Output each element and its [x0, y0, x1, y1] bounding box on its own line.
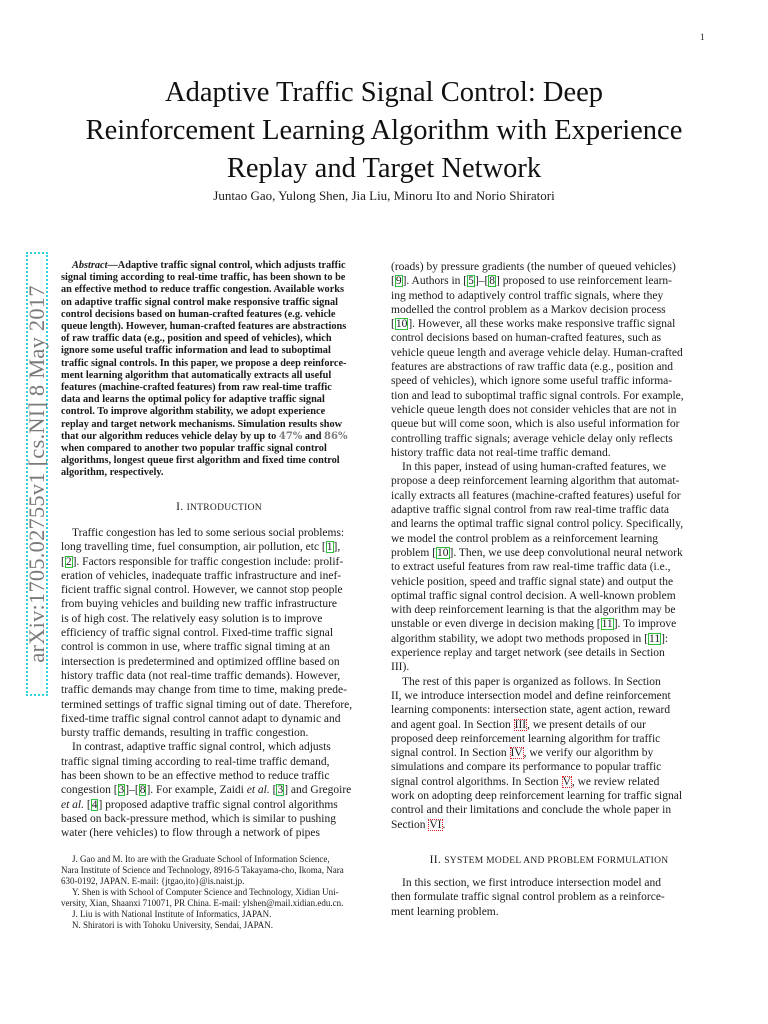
- body-line: then formulate traffic signal control problem as a reinforce-: [391, 891, 665, 904]
- section-link[interactable]: VI: [429, 818, 442, 831]
- body-line: signal control algorithms. In Section V, we review related: [391, 775, 660, 788]
- body-line: to extract useful features from raw real-time traffic data (i.e.,: [391, 561, 671, 574]
- body-line: problem [10]. Then, we use deep convolutional neural network: [391, 546, 683, 559]
- body-line: control decisions based on human-crafted features, such as: [391, 332, 662, 345]
- footnote-line: J. Liu is with National Institute of Informatics, JAPAN.: [72, 909, 272, 920]
- body-line: vehicle queue length and average vehicle delay. Human-crafted: [391, 346, 683, 359]
- section-number: I.: [176, 500, 184, 513]
- body-line: tion and lead to suboptimal traffic signal controls. For example,: [391, 389, 684, 402]
- body-line: algorithm stability, we adopt two methods proposed in [11]:: [391, 632, 669, 645]
- body-line: history traffic data not real-time traffic demand.: [391, 446, 611, 459]
- abstract-line: of raw traffic data (e.g., position and speed of vehicles), which: [61, 333, 332, 345]
- body-line: bursty traffic demands, resulting in traffic congestion.: [61, 727, 309, 740]
- citation-link[interactable]: 8: [139, 784, 146, 797]
- body-line: Traffic congestion has led to some serious social problems:: [72, 526, 345, 539]
- body-line: control is common in use, where traffic signal timing at an: [61, 641, 331, 654]
- body-line: (roads) by pressure gradients (the number of queued vehicles): [391, 261, 676, 273]
- body-line: and agent goal. In Section III, we present details of our: [391, 718, 646, 731]
- body-line: queue but will come soon, which is also useful information for: [391, 418, 680, 431]
- abstract: [61, 260, 377, 480]
- body-line: speed of vehicles), which ignore some useful traffic informa-: [391, 375, 673, 388]
- body-line: is of high cost. The relatively easy solution is to improve: [61, 612, 323, 625]
- body-line: unstable or even diverge in decision making [11]. To improve: [391, 618, 677, 631]
- body-line: vehicle queue length does not consider vehicles that are not in: [391, 403, 677, 416]
- abstract-line: control decisions based on human-crafted features (e.g. vehicle: [61, 308, 336, 320]
- body-line: optimal traffic signal control decision. A well-known problem: [391, 589, 676, 602]
- system-model-body: [391, 876, 707, 919]
- body-line: proposed deep reinforcement learning algorithm for traffic: [391, 732, 661, 745]
- body-line: we model the control problem as a reinforcement learning: [391, 532, 658, 545]
- body-line: from buying vehicles and building new traffic infrastructure: [61, 598, 338, 611]
- citation-link[interactable]: 10: [395, 318, 408, 331]
- body-line: modelled the control problem as a Markov decision process: [391, 303, 666, 316]
- paper-title: [40, 74, 728, 188]
- citation-link[interactable]: 3: [118, 784, 125, 797]
- abstract-line: replay and target network mechanisms. Simulation results show: [61, 418, 343, 430]
- citation-link[interactable]: 11: [601, 618, 613, 631]
- footnote-line: Nara Institute of Science and Technology, 8916-5 Takayama-cho, Ikoma, Nara: [61, 865, 344, 876]
- citation-link[interactable]: 3: [277, 784, 284, 797]
- abstract-line: on adaptive traffic signal control make responsive traffic signal: [61, 296, 339, 308]
- footnote-line: Y. Shen is with School of Computer Science and Technology, Xidian Uni-: [72, 887, 339, 898]
- body-line: ically extracts all features (machine-crafted features) useful for: [391, 489, 681, 502]
- body-line: Section VI.: [391, 818, 446, 831]
- body-line: propose a deep reinforcement learning algorithm that automat-: [391, 475, 680, 488]
- abstract-line: data and learns the optimal policy for adaptive traffic signal: [61, 394, 325, 406]
- body-line: simulations and compare its performance to popular traffic: [391, 761, 662, 774]
- footnote-line: N. Shiratori is with Tohoku University, Sendai, JAPAN.: [72, 920, 274, 931]
- body-line: efficiency of traffic signal control. Fixed-time traffic signal: [61, 627, 334, 640]
- body-line: control and their limitations and conclude the whole paper in: [391, 804, 672, 817]
- footnotes: [61, 854, 377, 931]
- body-line: features are abstractions of raw traffic data (e.g., position and: [391, 361, 674, 374]
- footnote-line: J. Gao and M. Ito are with the Graduate School of Information Science,: [72, 854, 330, 865]
- percentage: 86%: [324, 430, 348, 442]
- citation-link[interactable]: 9: [395, 275, 402, 288]
- section-link[interactable]: IV: [510, 747, 523, 760]
- body-line: work on adopting deep reinforcement learning for traffic signal: [391, 789, 683, 802]
- arxiv-identifier: arXiv:1705.02755v1 [cs.NI] 8 May 2017: [24, 285, 49, 663]
- body-line: eration of vehicles, inadequate traffic infrastructure and inef-: [61, 569, 342, 582]
- body-line: [10]. However, all these works make responsive traffic signal: [391, 318, 676, 331]
- title-line-2: Reinforcement Learning Algorithm with Experience: [85, 115, 683, 146]
- left-column: [61, 260, 377, 931]
- body-line: termined settings of traffic signal timing out of date. Therefore,: [61, 698, 353, 711]
- abstract-label: Abstract: [72, 260, 108, 271]
- right-column: [391, 260, 707, 919]
- section-link[interactable]: V: [562, 775, 571, 788]
- section-link[interactable]: III: [514, 718, 527, 731]
- body-line: adaptive traffic signal control from raw real-time traffic data: [391, 504, 670, 517]
- citation-link[interactable]: 5: [468, 275, 474, 288]
- title-line-3: Replay and Target Network: [226, 153, 542, 184]
- abstract-line: algorithms, longest queue first algorithm and fixed time control: [61, 455, 340, 467]
- body-line: In this section, we first introduce intersection model and: [402, 877, 662, 890]
- section-title: SYSTEM MODEL AND PROBLEM FORMULATION: [444, 855, 669, 866]
- body-line: with deep reinforcement learning is that the algorithm may be: [391, 604, 676, 617]
- body-line: [9]. Authors in [5]–[8] proposed to use reinforcement learn-: [391, 275, 672, 288]
- abstract-line: ment learning algorithm that automatically extracts all useful: [61, 369, 332, 381]
- abstract-line: [61, 260, 377, 272]
- body-line: ing method to adaptively control traffic signals, where they: [391, 289, 664, 302]
- body-line: II, we introduce intersection model and define reinforcement: [391, 689, 671, 702]
- footnote-line: versity, Xian, Shaanxi 710071, PR China. E-mail: ylshen@mail.xidian.edu.cn.: [61, 898, 344, 909]
- introduction-continued: [391, 260, 707, 832]
- body-line: and learns the optimal traffic signal control policy. Specifically,: [391, 518, 684, 531]
- body-line: experience replay and target network (see details in Section: [391, 647, 665, 660]
- body-line: In this paper, instead of using human-crafted features, we: [402, 461, 666, 474]
- author-list: Juntao Gao, Yulong Shen, Jia Liu, Minoru Ito and Norio Shiratori: [213, 188, 555, 203]
- body-line: et al. [4] proposed adaptive traffic signal control algorithms: [61, 798, 338, 811]
- body-line: based on back-pressure method, which is similar to pushing: [61, 812, 336, 825]
- footnote-body: [61, 854, 377, 931]
- abstract-line: queue length). However, human-crafted features are abstractions: [61, 321, 347, 333]
- body-line: controlling traffic signals; average vehicle delay only reflects: [391, 432, 673, 445]
- body-line: ficient traffic signal control. However, we cannot stop people: [61, 584, 343, 597]
- section-heading-introduction: [61, 500, 377, 515]
- arxiv-identifier-stamp[interactable]: [26, 252, 48, 696]
- body-line: has been shown to be an effective method to reduce traffic: [61, 770, 330, 782]
- abstract-line: signal timing according to real-time traffic, has been shown to be: [61, 272, 346, 284]
- abstract-line: features (machine-crafted features) from raw real-time traffic: [61, 382, 332, 394]
- abstract-line: algorithm, respectively.: [61, 467, 164, 479]
- body-line: [2]. Factors responsible for traffic congestion include: prolif-: [61, 555, 344, 568]
- percentage: 47%: [278, 430, 303, 442]
- body-line: long travelling time, fuel consumption, air pollution, etc [1],: [61, 541, 341, 554]
- abstract-line: an effective method to reduce traffic congestion. Available works: [61, 284, 345, 296]
- abstract-line: traffic signal controls. In this paper, we propose a deep reinforce-: [61, 357, 347, 369]
- citation-link[interactable]: 1: [326, 541, 333, 554]
- body-line: water (here vehicles) to flow through a network of pipes: [61, 827, 320, 840]
- body-line: traffic signal timing according to real-time traffic demand,: [61, 755, 330, 768]
- body-line: learning components: intersection state, agent action, reward: [391, 704, 671, 717]
- citation-link[interactable]: 8: [489, 275, 496, 288]
- footnote-line: 630-0192, JAPAN. E-mail: {jtgao,ito}@is.naist.jp.: [61, 876, 245, 887]
- abstract-line: control. To improve algorithm stability, we adopt experience: [61, 406, 326, 418]
- body-line: ment learning problem.: [391, 905, 499, 918]
- body-line: fixed-time traffic signal control cannot adapt to dynamic and: [61, 712, 341, 725]
- citation-link[interactable]: 11: [649, 632, 661, 645]
- body-line: III).: [391, 661, 410, 674]
- body-line: traffic demands may change from time to time, making prede-: [61, 684, 347, 697]
- abstract-line: ignore some useful traffic information and lead to suboptimal: [61, 345, 331, 357]
- body-line: intersection is predetermined and optimized offline based on: [61, 655, 340, 668]
- page-number: 1: [700, 32, 705, 42]
- body-line: signal control. In Section IV, we verify our algorithm by: [391, 747, 654, 760]
- abstract-body: [61, 272, 377, 479]
- abstract-text: —Adaptive traffic signal control, which adjusts traffic: [107, 260, 346, 271]
- title-line-1: Adaptive Traffic Signal Control: Deep: [164, 77, 603, 108]
- body-line: In contrast, adaptive traffic signal control, which adjusts: [72, 741, 331, 754]
- section-title: INTRODUCTION: [186, 502, 262, 513]
- citation-link[interactable]: 4: [91, 798, 98, 811]
- abstract-line: when compared to another two popular traffic signal control: [61, 443, 327, 455]
- body-line: history traffic data (not real-time traffic demands). However,: [61, 669, 341, 682]
- abstract-line: that our algorithm reduces vehicle delay by up to 47% and 86%: [61, 430, 348, 442]
- section-heading-system-model: [391, 853, 707, 868]
- citation-link[interactable]: 2: [65, 555, 72, 568]
- introduction-body: [61, 526, 377, 841]
- body-line: The rest of this paper is organized as follows. In Section: [402, 675, 661, 688]
- body-line: vehicle position, speed and traffic signal state) and output the: [391, 575, 674, 588]
- citation-link[interactable]: 10: [437, 546, 449, 559]
- body-line: congestion [3]–[8]. For example, Zaidi et al. [3] and Gregoire: [61, 784, 352, 797]
- section-number: II.: [429, 853, 442, 866]
